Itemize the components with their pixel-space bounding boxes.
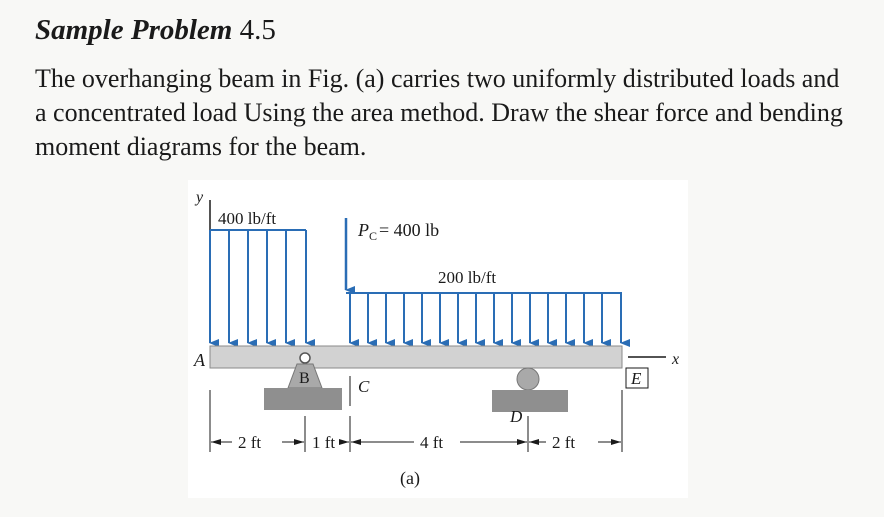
point-load-label: $P_C = 400$ lb: [358, 220, 440, 243]
x-axis: [628, 351, 679, 368]
dimension-ab: 2 ft: [238, 433, 262, 452]
heading-number: 4.5: [232, 14, 276, 46]
y-axis-label: y: [196, 189, 204, 206]
dimension-bc: 1 ft: [312, 433, 336, 452]
label-c: C: [358, 377, 370, 396]
beam-figure: [188, 180, 688, 498]
y-axis: [194, 189, 210, 230]
label-a: A: [194, 350, 205, 370]
distributed-load-400: [210, 209, 306, 343]
distributed-load-200: [346, 268, 622, 343]
ground-d: [492, 390, 568, 412]
dimension-de: 2 ft: [552, 433, 576, 452]
heading-prefix: Sample Problem: [35, 14, 233, 46]
roller-support-d: [492, 368, 568, 412]
beam: [210, 346, 622, 368]
beam-diagram: [188, 180, 688, 498]
label-e: E: [631, 369, 642, 388]
x-axis-label: x: [672, 351, 680, 368]
problem-statement: The overhanging beam in Fig. (a) carries two uniformly distributed loads and a concentrated load Using the area method. Draw the shear force and bending moment diagrams for the beam.: [35, 64, 843, 161]
point-load-c: [346, 218, 439, 290]
load-right-label: 200 lb/ft: [438, 268, 497, 287]
label-b: B: [299, 370, 310, 387]
load-left-label: 400 lb/ft: [218, 209, 277, 228]
ground-b: [264, 388, 342, 410]
figure-caption: (a): [400, 468, 420, 488]
problem-heading: [35, 12, 276, 48]
dimension-cd: 4 ft: [420, 433, 444, 452]
label-d: D: [510, 407, 523, 426]
